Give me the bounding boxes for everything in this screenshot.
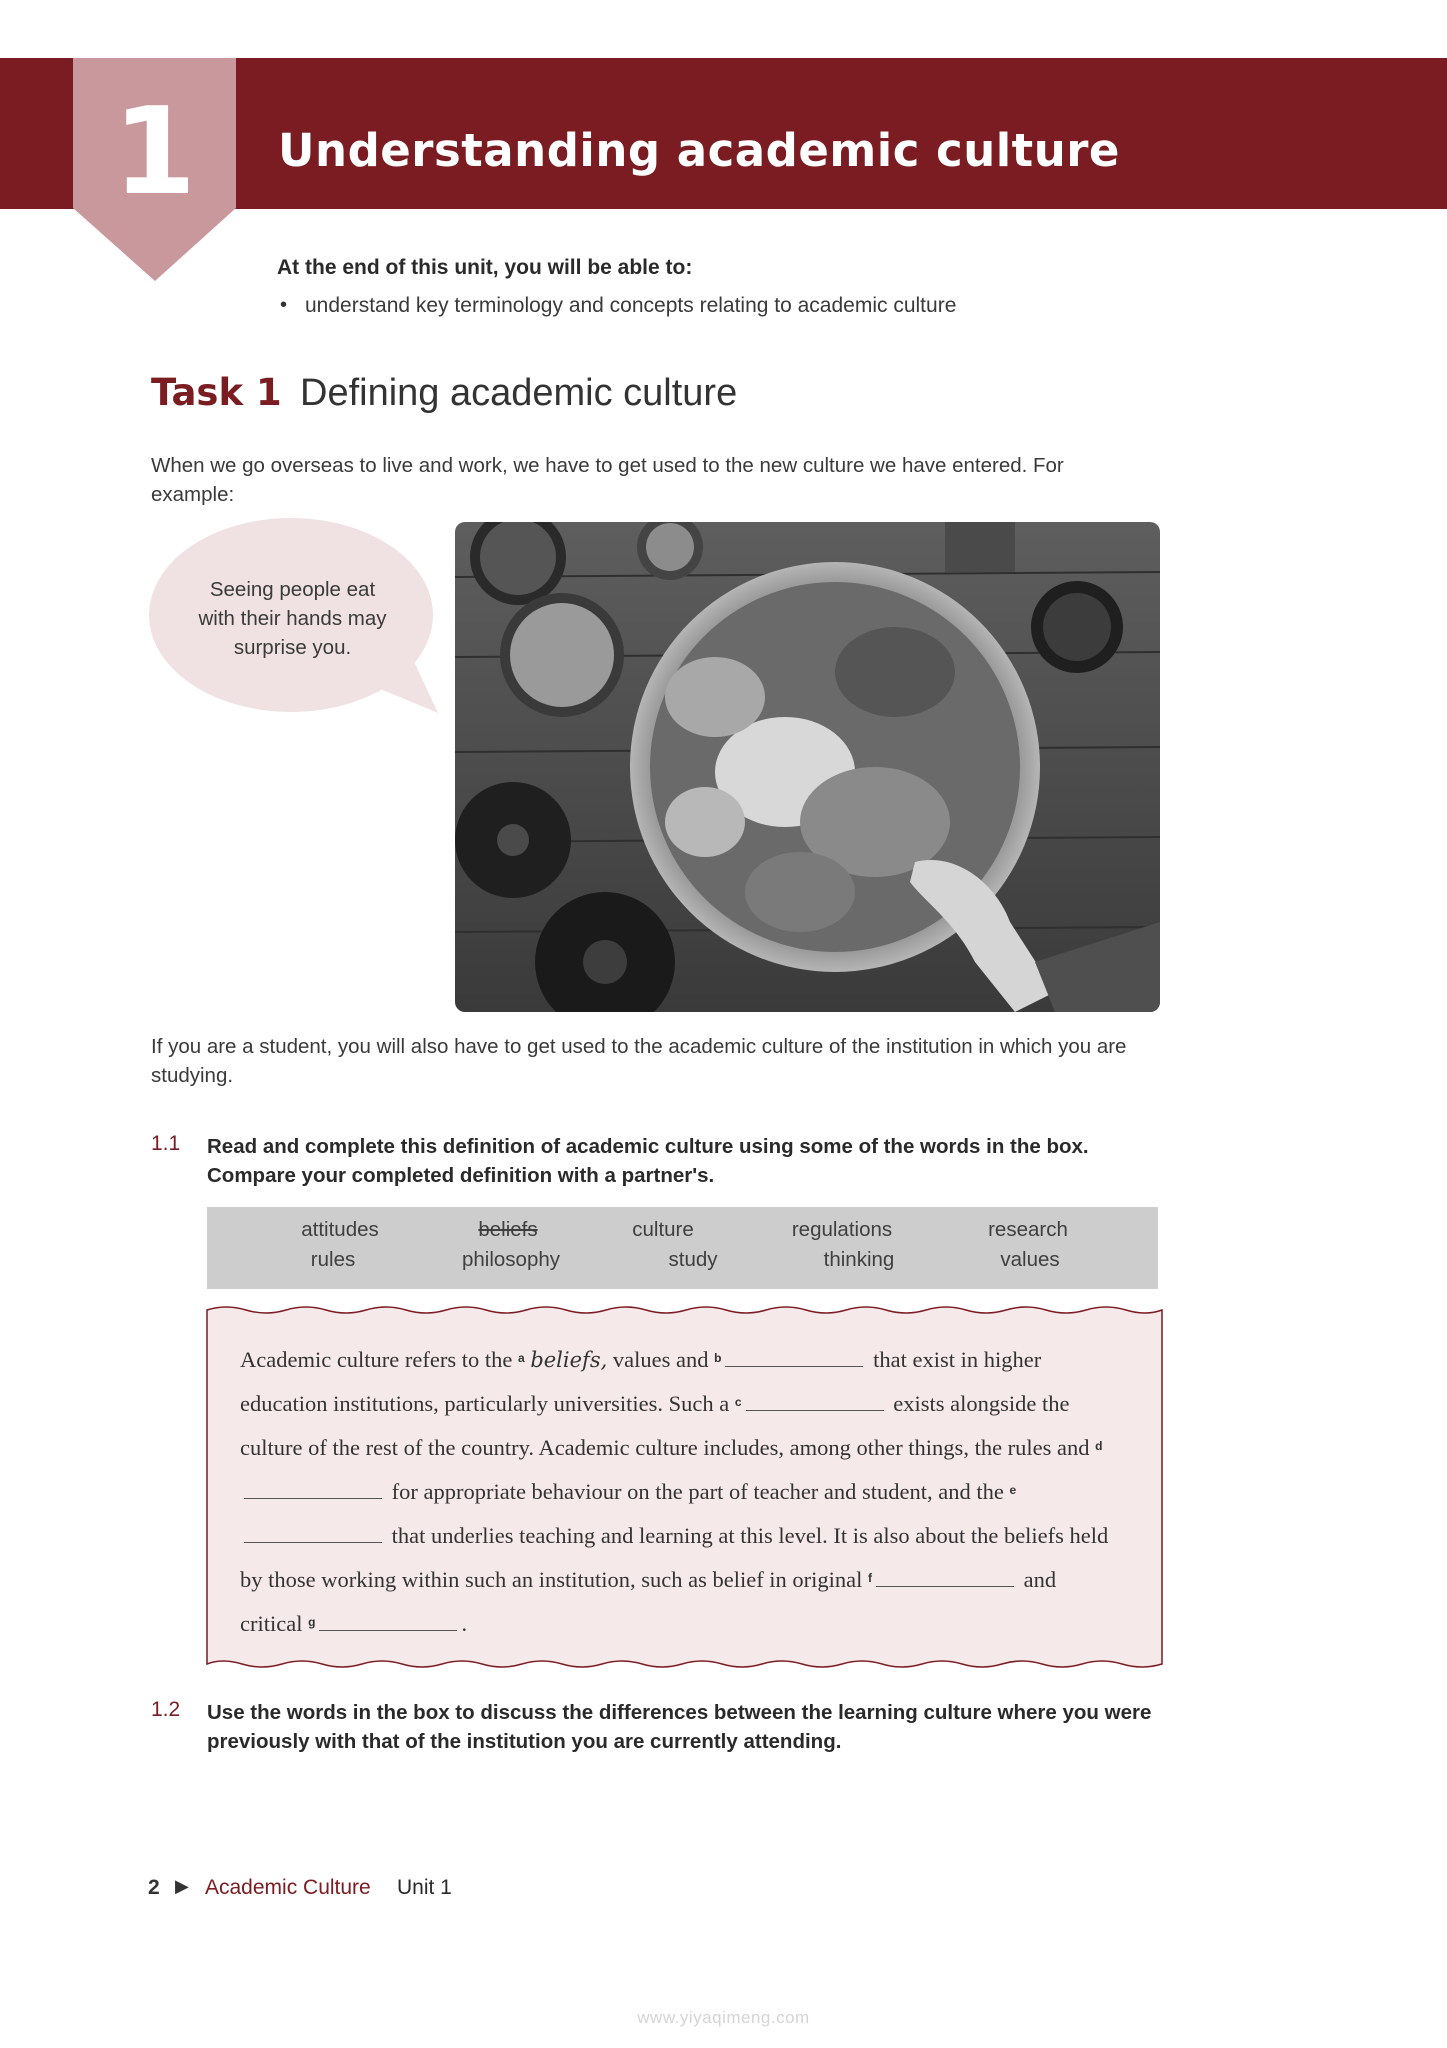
definition-segment: that exist in higher education institutions, particularly universities. Such a <box>240 1347 1042 1416</box>
objectives-heading: At the end of this unit, you will be able to: <box>277 256 693 279</box>
gap-blank-d[interactable] <box>244 1478 382 1499</box>
gap-label: g <box>308 1615 316 1629</box>
gap-label: a <box>518 1351 525 1365</box>
intro-paragraph: When we go overseas to live and work, we have to get used to the new culture we have entered. For example: <box>151 454 1064 506</box>
gap-blank-c[interactable] <box>746 1390 884 1411</box>
gap-label: f <box>868 1571 873 1585</box>
definition-segment: Academic culture refers to the <box>240 1347 513 1372</box>
word-thinking: thinking <box>823 1248 895 1271</box>
definition-segment: and critical <box>240 1567 1057 1636</box>
word-box <box>207 1207 1158 1289</box>
word-regulations: regulations <box>791 1218 893 1241</box>
word-rules: rules <box>310 1248 356 1271</box>
gap-blank-f[interactable] <box>876 1566 1014 1587</box>
exercise-number: 1.2 <box>151 1698 181 1721</box>
gap-label: d <box>1095 1439 1103 1453</box>
gap-blank-b[interactable] <box>725 1346 863 1367</box>
exercise-number: 1.1 <box>151 1132 181 1155</box>
word-values: values <box>1000 1248 1060 1271</box>
book-title: Academic Culture <box>205 1876 371 1899</box>
definition-segment: values and <box>612 1347 709 1372</box>
word-study: study <box>668 1248 718 1271</box>
task-label: Task 1 <box>151 371 282 414</box>
gap-label: e <box>1009 1483 1017 1497</box>
word-attitudes: attitudes <box>301 1218 379 1241</box>
objective-item: understand key terminology and concepts relating to academic culture <box>305 294 957 317</box>
unit-title: Understanding academic culture <box>278 124 1120 177</box>
definition-segment: that underlies teaching and learning at this level. It is also about the beliefs held by those working within such an institution, such as belief in original <box>240 1523 1109 1592</box>
speech-bubble-text: Seeing people eat with their hands may surprise you. <box>198 578 387 659</box>
task-title: Defining academic culture <box>300 372 738 414</box>
watermark: www.yiyaqimeng.com <box>637 2008 810 2027</box>
exercise-instruction: Use the words in the box to discuss the differences between the learning culture where you were previously with that of the institution you are currently attending. <box>207 1701 1152 1753</box>
word-culture: culture <box>632 1218 694 1241</box>
handwritten-answer: beliefs, <box>530 1348 608 1372</box>
gap-label: b <box>714 1351 722 1365</box>
word-research: research <box>988 1218 1068 1241</box>
gap-blank-e[interactable] <box>244 1522 382 1543</box>
gap-blank-g[interactable] <box>319 1610 457 1631</box>
unit-number: 1 <box>112 83 197 222</box>
page-number: 2 <box>148 1876 160 1899</box>
student-paragraph: If you are a student, you will also have to get used to the academic culture of the institution in which you are studying. <box>151 1035 1127 1087</box>
word-philosophy: philosophy <box>461 1248 560 1271</box>
food-platter-photo <box>455 522 1160 1012</box>
arrow-icon: ▶ <box>175 1876 189 1896</box>
gap-label: c <box>734 1395 742 1409</box>
definition-segment: . <box>461 1611 468 1636</box>
word-beliefs-crossed: beliefs <box>478 1218 538 1241</box>
definition-text <box>240 1338 1120 1646</box>
bullet-icon: • <box>280 294 288 316</box>
exercise-instruction: Read and complete this definition of academic culture using some of the words in the box. Compare your completed definition with a partner's. <box>207 1135 1089 1187</box>
unit-label: Unit 1 <box>397 1876 452 1899</box>
definition-segment: for appropriate behaviour on the part of teacher and student, and the <box>391 1479 1004 1504</box>
definition-segment: exists alongside the culture of the rest of the country. Academic culture includes, among other things, the rules and <box>240 1391 1090 1460</box>
